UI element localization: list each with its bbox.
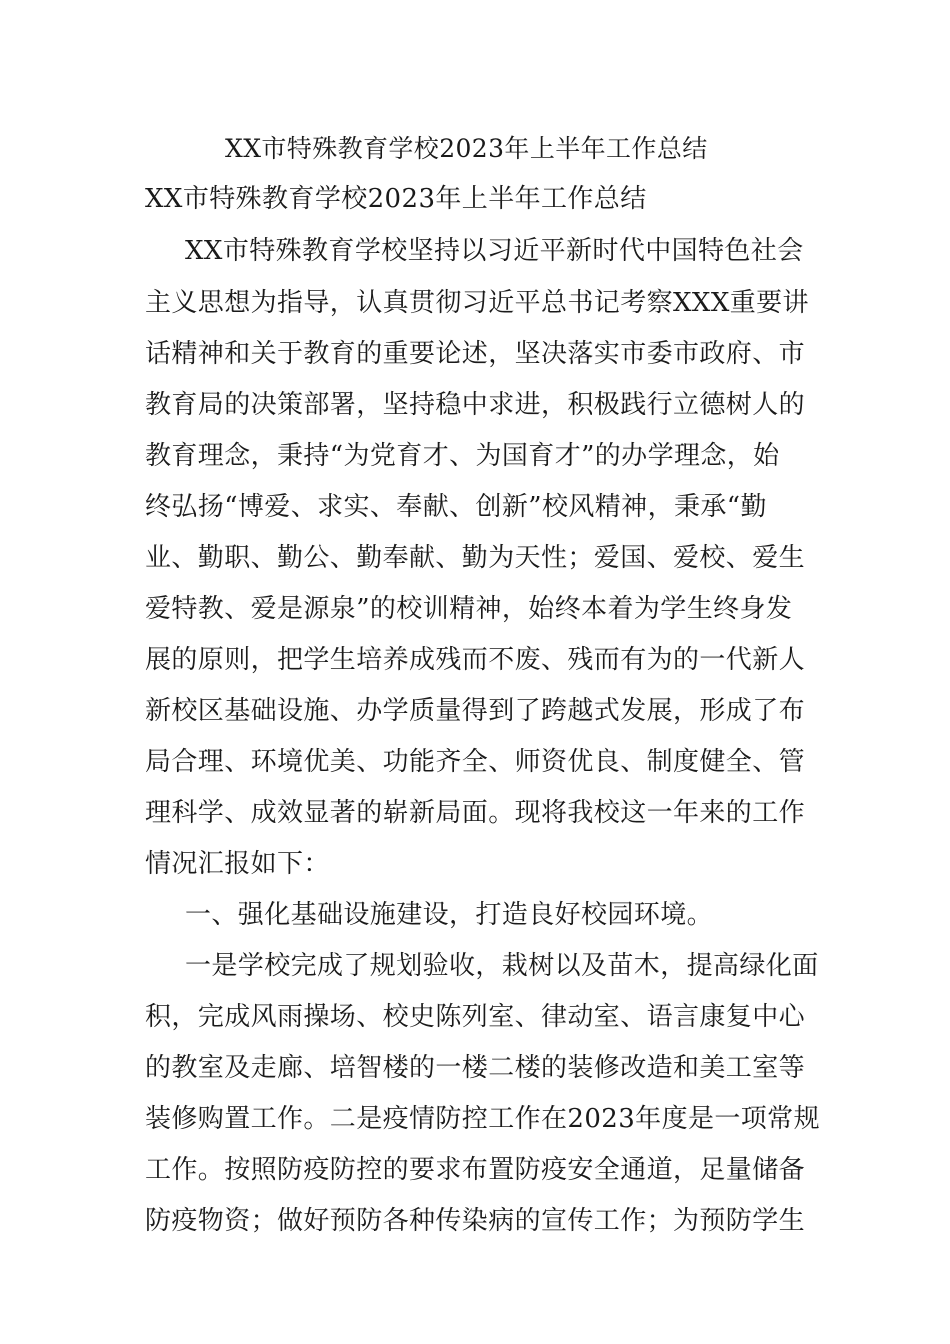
paragraph-line: XX市特殊教育学校坚持以习近平新时代中国特色社会 <box>185 236 804 266</box>
paragraph-line: 的教室及走廊、培智楼的一楼二楼的装修改造和美工室等 <box>145 1053 806 1083</box>
paragraph-line: 装修购置工作。二是疫情防控工作在2023年度是一项常规 <box>145 1104 820 1134</box>
paragraph-line: 终弘扬“博爱、求实、奉献、创新”校风精神，秉承“勤 <box>145 492 767 522</box>
paragraph-line: 展的原则，把学生培养成残而不废、残而有为的一代新人 <box>145 645 806 675</box>
paragraph-line: 积，完成风雨操场、校史陈列室、律动室、语言康复中心 <box>145 1002 806 1032</box>
paragraph-line: 防疫物资；做好预防各种传染病的宣传工作；为预防学生 <box>145 1206 806 1236</box>
section-heading: 一、强化基础设施建设，打造良好校园环境。 <box>185 900 714 930</box>
paragraph-line: 爱特教、爱是源泉”的校训精神，始终本着为学生终身发 <box>145 594 793 624</box>
paragraph-line: 情况汇报如下： <box>145 849 330 879</box>
paragraph-line: 主义思想为指导，认真贯彻习近平总书记考察XXX重要讲 <box>145 288 809 318</box>
paragraph-line: 一是学校完成了规划验收，栽树以及苗木，提高绿化面 <box>185 951 819 981</box>
paragraph-line: 理科学、成效显著的崭新局面。现将我校这一年来的工作 <box>145 798 806 828</box>
document-title: XX市特殊教育学校2023年上半年工作总结 <box>225 134 708 163</box>
document-subtitle: XX市特殊教育学校2023年上半年工作总结 <box>145 184 647 214</box>
paragraph-line: 新校区基础设施、办学质量得到了跨越式发展，形成了布 <box>145 696 806 726</box>
paragraph-line: 话精神和关于教育的重要论述，坚决落实市委市政府、市 <box>145 339 806 369</box>
paragraph-line: 教育局的决策部署，坚持稳中求进，积极践行立德树人的 <box>145 390 806 420</box>
paragraph-line: 局合理、环境优美、功能齐全、师资优良、制度健全、管 <box>145 747 806 777</box>
paragraph-line: 工作。按照防疫防控的要求布置防疫安全通道，足量储备 <box>145 1155 806 1185</box>
paragraph-line: 教育理念，秉持“为党育才、为国育才”的办学理念，始 <box>145 441 780 471</box>
paragraph-line: 业、勤职、勤公、勤奉献、勤为天性；爱国、爱校、爱生 <box>145 543 806 573</box>
